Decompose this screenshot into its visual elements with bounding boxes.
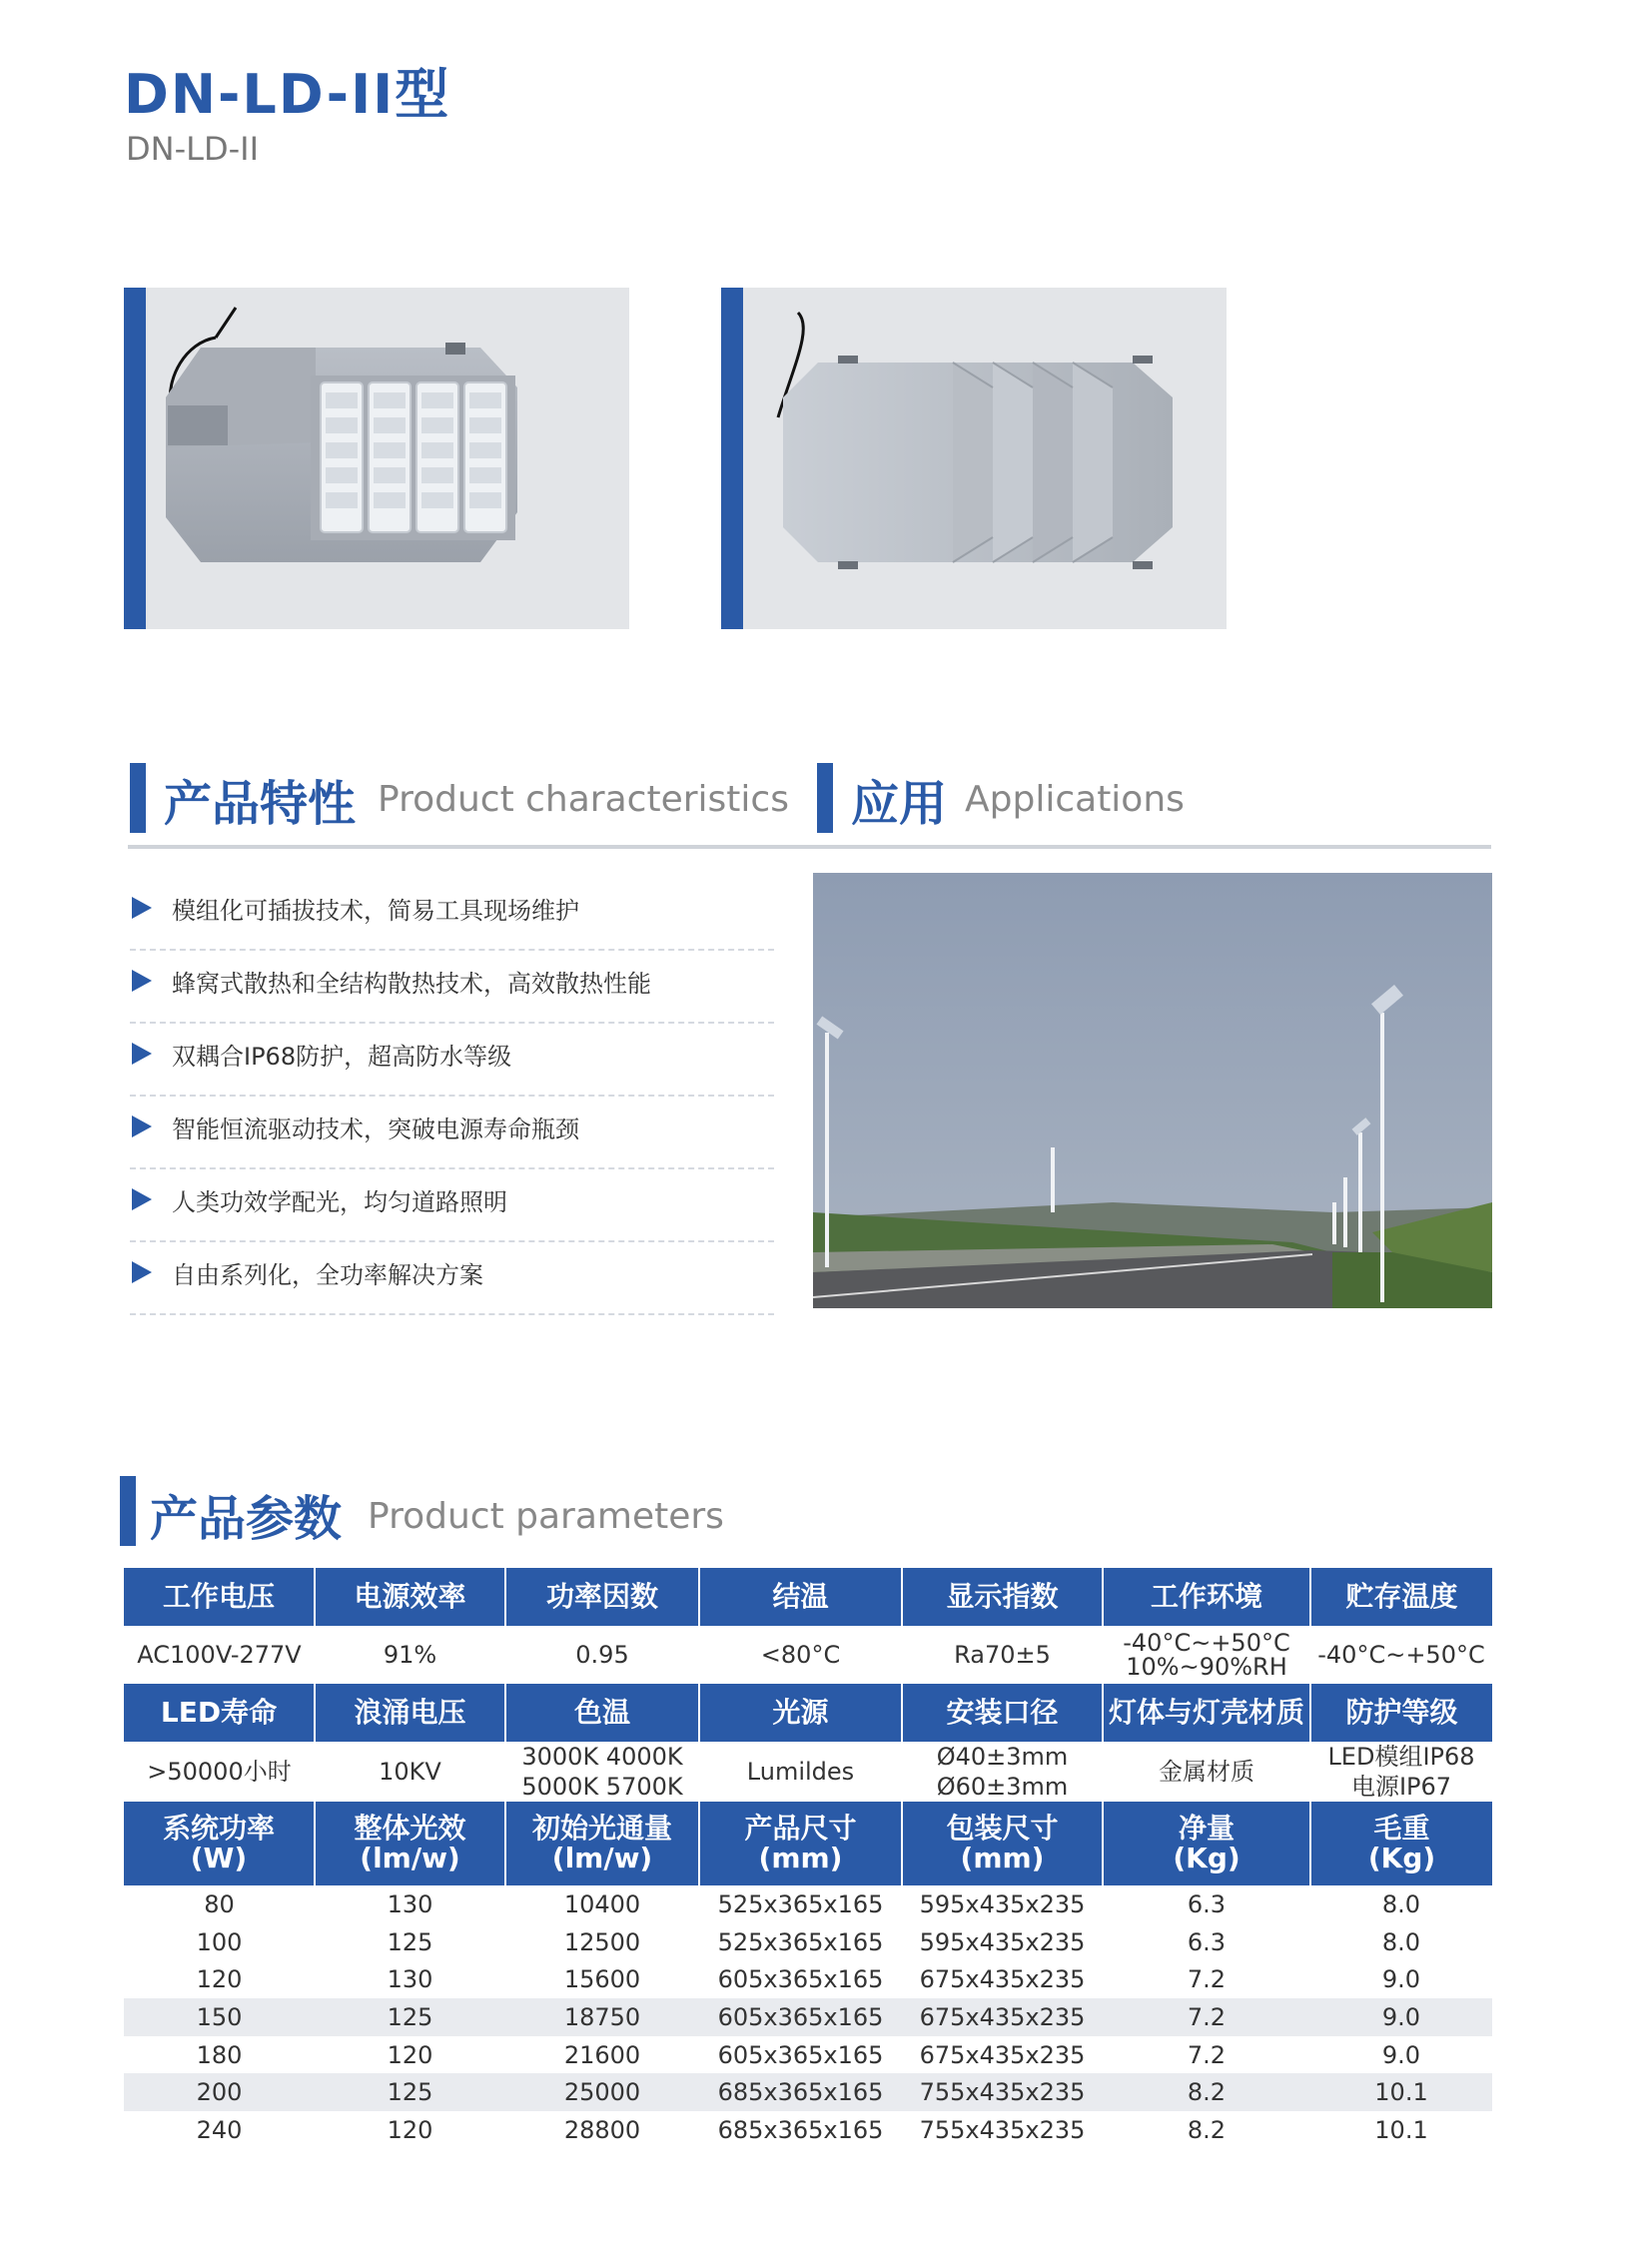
table-cell: 91% bbox=[383, 1641, 437, 1669]
table-cell: 125 bbox=[315, 2073, 505, 2111]
table-cell: 605x365x165 bbox=[717, 1965, 884, 1994]
section-accent-bar bbox=[817, 763, 833, 833]
header-unit: (mm) bbox=[758, 1842, 843, 1874]
table-cell: -40°C~+50°C bbox=[1317, 1641, 1485, 1669]
table-cell bbox=[902, 1742, 1103, 1802]
cell-line: Ø40±3mm bbox=[936, 1743, 1069, 1771]
table-cell: 150 bbox=[124, 1998, 315, 2036]
table-header-cell: 结温 bbox=[699, 1568, 902, 1626]
table-row bbox=[124, 1742, 1492, 1802]
table-cell: 金属材质 bbox=[1159, 1758, 1254, 1786]
table-cell: 675x435x235 bbox=[902, 1998, 1103, 2036]
cell-line: LED模组IP68 bbox=[1327, 1743, 1475, 1771]
feature-text: 双耦合IP68防护，超高防水等级 bbox=[172, 1043, 512, 1071]
product-photo-front bbox=[124, 288, 629, 629]
header-line: 毛重 bbox=[1373, 1812, 1430, 1845]
table-header-cell bbox=[902, 1802, 1103, 1885]
photo-accent-bar bbox=[124, 288, 146, 629]
table-cell: 10KV bbox=[379, 1758, 441, 1786]
header-line: 系统功率 bbox=[162, 1812, 275, 1845]
header-line: 包装尺寸 bbox=[946, 1812, 1059, 1845]
cell-line: 3000K 4000K bbox=[521, 1743, 683, 1771]
table-header-cell: 浪涌电压 bbox=[315, 1684, 505, 1742]
table-header-cell bbox=[124, 1802, 315, 1885]
header-unit: (lm/w) bbox=[551, 1842, 653, 1874]
feature-text: 模组化可插拔技术，简易工具现场维护 bbox=[172, 897, 579, 925]
table-cell: 240 bbox=[196, 2115, 243, 2144]
header-line: 净量 bbox=[1178, 1812, 1235, 1845]
header-unit: (Kg) bbox=[1173, 1842, 1240, 1874]
table-cell: 525x365x165 bbox=[717, 1927, 884, 1956]
table-header-cell bbox=[1103, 1802, 1310, 1885]
table-cell: 28800 bbox=[563, 2115, 641, 2144]
feature-item bbox=[130, 1023, 774, 1097]
cell-line: -40°C~+50°C bbox=[1123, 1629, 1290, 1657]
table-cell: 10.1 bbox=[1310, 2073, 1492, 2111]
section-accent-bar bbox=[130, 763, 146, 833]
table-cell: 755x435x235 bbox=[902, 2073, 1103, 2111]
header-line: 产品尺寸 bbox=[744, 1812, 857, 1845]
feature-item bbox=[130, 950, 774, 1024]
product-photo-back bbox=[721, 288, 1227, 629]
table-cell: 80 bbox=[204, 1889, 235, 1918]
section-divider bbox=[128, 845, 1491, 849]
table-cell: 6.3 bbox=[1187, 1889, 1227, 1918]
table-cell: 9.0 bbox=[1310, 1998, 1492, 2036]
feature-item bbox=[130, 1241, 774, 1315]
table-cell: 595x435x235 bbox=[919, 1927, 1086, 1956]
section-accent-bar bbox=[120, 1476, 136, 1546]
parameters-table bbox=[124, 1568, 1492, 2149]
table-header-cell: 功率因数 bbox=[505, 1568, 699, 1626]
table-cell: <80°C bbox=[760, 1641, 841, 1669]
table-header-cell bbox=[505, 1802, 699, 1885]
feature-text: 蜂窝式散热和全结构散热技术，高效散热性能 bbox=[172, 970, 651, 998]
cell-line: 电源IP67 bbox=[1350, 1773, 1452, 1801]
table-body bbox=[124, 1885, 1492, 2149]
table-cell: 10400 bbox=[563, 1889, 641, 1918]
table-row bbox=[124, 2036, 1492, 2074]
parameters-title-en: Product parameters bbox=[368, 1496, 724, 1537]
table-cell: 130 bbox=[387, 1889, 433, 1918]
table-cell: 120 bbox=[387, 2115, 433, 2144]
table-header-cell bbox=[315, 1802, 505, 1885]
characteristics-title-en: Product characteristics bbox=[378, 779, 789, 820]
cell-line: 10%~90%RH bbox=[1126, 1653, 1287, 1681]
table-header-cell: 工作环境 bbox=[1103, 1568, 1310, 1626]
table-row bbox=[124, 2111, 1492, 2149]
feature-item bbox=[130, 877, 774, 951]
table-cell: 685x365x165 bbox=[699, 2073, 902, 2111]
table-header-row bbox=[124, 1568, 1492, 1626]
bullet-triangle-icon bbox=[132, 970, 152, 992]
table-cell bbox=[505, 1742, 699, 1802]
parameters-title-cn: 产品参数 bbox=[150, 1491, 343, 1547]
table-header-cell bbox=[1310, 1802, 1492, 1885]
table-header-cell: 灯体与灯壳材质 bbox=[1103, 1684, 1310, 1742]
table-cell: 12500 bbox=[563, 1927, 641, 1956]
feature-item bbox=[130, 1168, 774, 1242]
bullet-triangle-icon bbox=[132, 1261, 152, 1283]
table-cell: 125 bbox=[315, 1998, 505, 2036]
bullet-triangle-icon bbox=[132, 1188, 152, 1210]
table-cell: 180 bbox=[196, 2040, 243, 2069]
table-cell: 685x365x165 bbox=[717, 2115, 884, 2144]
table-cell: 25000 bbox=[505, 2073, 699, 2111]
table-cell: 18750 bbox=[505, 1998, 699, 2036]
table-cell: 120 bbox=[196, 1965, 243, 1994]
table-cell: 10.1 bbox=[1374, 2115, 1428, 2144]
table-header-cell: 防护等级 bbox=[1310, 1684, 1492, 1742]
table-cell: 120 bbox=[387, 2040, 433, 2069]
table-cell: 8.2 bbox=[1187, 2115, 1227, 2144]
table-cell: Lumildes bbox=[746, 1758, 855, 1786]
table-row bbox=[124, 1885, 1492, 1923]
page-title: DN-LD-II型 bbox=[124, 63, 451, 126]
table-cell: 15600 bbox=[563, 1965, 641, 1994]
table-header-cell: LED寿命 bbox=[124, 1684, 315, 1742]
table-cell: 605x365x165 bbox=[699, 1998, 902, 2036]
table-cell: AC100V-277V bbox=[137, 1641, 302, 1669]
table-cell: 100 bbox=[196, 1927, 243, 1956]
table-cell bbox=[1103, 1626, 1310, 1684]
table-cell bbox=[1310, 1742, 1492, 1802]
bullet-triangle-icon bbox=[132, 1116, 152, 1137]
table-cell: Ra70±5 bbox=[954, 1641, 1051, 1669]
page-subtitle: DN-LD-II bbox=[126, 130, 260, 168]
feature-item bbox=[130, 1096, 774, 1169]
table-cell: 130 bbox=[387, 1965, 433, 1994]
cell-line: Ø60±3mm bbox=[936, 1773, 1069, 1801]
table-cell: 21600 bbox=[563, 2040, 641, 2069]
table-header-cell: 贮存温度 bbox=[1310, 1568, 1492, 1626]
bullet-triangle-icon bbox=[132, 1043, 152, 1065]
table-header-cell: 安装口径 bbox=[902, 1684, 1103, 1742]
table-header-row bbox=[124, 1802, 1492, 1885]
header-unit: (lm/w) bbox=[360, 1842, 460, 1874]
header-line: 整体光效 bbox=[354, 1812, 466, 1845]
table-cell: 125 bbox=[387, 1927, 433, 1956]
table-header-cell: 电源效率 bbox=[315, 1568, 505, 1626]
table-header-cell: 光源 bbox=[699, 1684, 902, 1742]
table-cell: 8.2 bbox=[1103, 2073, 1310, 2111]
table-header-cell: 工作电压 bbox=[124, 1568, 315, 1626]
bullet-triangle-icon bbox=[132, 897, 152, 919]
feature-text: 人类功效学配光，均匀道路照明 bbox=[172, 1188, 507, 1216]
table-header-cell: 色温 bbox=[505, 1684, 699, 1742]
table-cell: 8.0 bbox=[1381, 1889, 1421, 1918]
header-line: 初始光通量 bbox=[531, 1812, 672, 1845]
table-row bbox=[124, 1626, 1492, 1684]
table-row bbox=[124, 2073, 1492, 2111]
table-header-cell bbox=[699, 1802, 902, 1885]
table-cell: 675x435x235 bbox=[919, 1965, 1086, 1994]
table-cell: 9.0 bbox=[1381, 1965, 1421, 1994]
table-row bbox=[124, 1923, 1492, 1961]
header-unit: (mm) bbox=[960, 1842, 1045, 1874]
table-cell: 9.0 bbox=[1381, 2040, 1421, 2069]
table-cell: 675x435x235 bbox=[919, 2040, 1086, 2069]
table-row bbox=[124, 1960, 1492, 1998]
table-cell: 0.95 bbox=[575, 1641, 629, 1669]
table-cell: 7.2 bbox=[1103, 1998, 1310, 2036]
feature-text: 智能恒流驱动技术，突破电源寿命瓶颈 bbox=[172, 1116, 579, 1143]
table-cell: >50000小时 bbox=[147, 1758, 292, 1786]
lamp-back-illustration bbox=[743, 288, 1227, 629]
table-cell: 595x435x235 bbox=[919, 1889, 1086, 1918]
table-cell: 755x435x235 bbox=[919, 2115, 1086, 2144]
applications-title-cn: 应用 bbox=[851, 776, 948, 832]
table-cell: 200 bbox=[124, 2073, 315, 2111]
feature-text: 自由系列化，全功率解决方案 bbox=[172, 1261, 483, 1289]
photo-accent-bar bbox=[721, 288, 743, 629]
applications-title-en: Applications bbox=[965, 779, 1185, 820]
table-cell: 7.2 bbox=[1187, 1965, 1227, 1994]
cell-line: 5000K 5700K bbox=[521, 1773, 683, 1801]
table-cell: 7.2 bbox=[1187, 2040, 1227, 2069]
table-row bbox=[124, 1998, 1492, 2036]
table-cell: 8.0 bbox=[1381, 1927, 1421, 1956]
table-cell: 525x365x165 bbox=[717, 1889, 884, 1918]
header-unit: (Kg) bbox=[1367, 1842, 1436, 1874]
table-header-row bbox=[124, 1684, 1492, 1742]
application-road-photo bbox=[813, 873, 1492, 1308]
table-header-cell: 显示指数 bbox=[902, 1568, 1103, 1626]
characteristics-title-cn: 产品特性 bbox=[164, 776, 357, 832]
table-cell: 6.3 bbox=[1187, 1927, 1227, 1956]
lamp-front-illustration bbox=[146, 288, 629, 629]
header-unit: (W) bbox=[190, 1842, 248, 1874]
table-cell: 605x365x165 bbox=[717, 2040, 884, 2069]
